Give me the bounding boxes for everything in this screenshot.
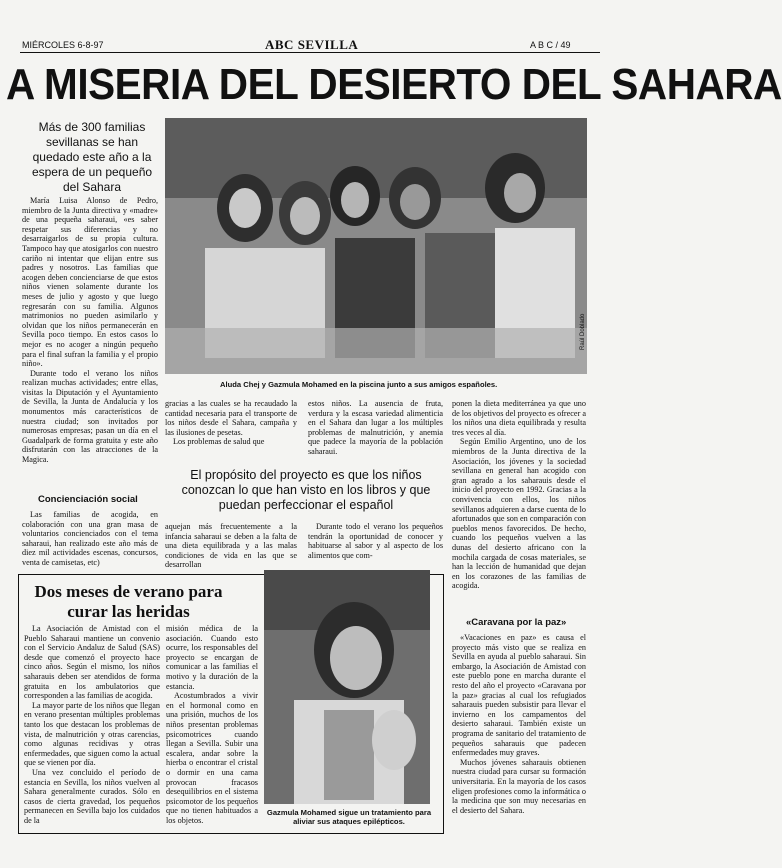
box-para-3: Una vez concluido el período de estancia en Sevilla, los niños vuelven al Sahara generalmente curados. Sólo en casos de cierta gravedad, los pequeños permanecen en Sevilla bajo los cuidados de la	[24, 767, 160, 825]
box-col2-para-2: Acostumbrados a vivir en el hormonal como en una prisión, muchos de los niños presentan problemas psicomotrices cuando llegan a Sevilla. Subir una escalera, andar sobre la hierba o encontrar el cristal o dormir en una cama provocan fracasos desequilibrios en el sistema psicomotor de los pequeños que no tienen habituados a los objetos.	[166, 691, 258, 825]
column-1-para-1: María Luisa Alonso de Pedro, miembro de la Junta directiva y «madre» de una pequeña saharaui, «es saber respetar sus diferencias y no desarraigarlos de su propia cultura. Tampoco hay que atosigarlos con nuestro cariño ni intentar que elijan entre sus padres y nosotros. Las familias que acogen deben concienciarse de que estos niños vienen solamente durante los meses de julio y agosto y que luego regresarán con su familia. Algunos matrimonios no pueden asimilarlo y olvidan que los niños permanecerán en Sevilla poco tiempo. En estos casos lo mejor es no acoger a ningún pequeño para el final sufran la familia y el propio niño».	[22, 196, 158, 369]
box-column-2	[166, 624, 258, 825]
column-4-para-3: «Vacaciones en paz» es causa el proyecto más visto que se realiza en Sevilla en ayuda al pueblo saharaui. Sin embargo, la Asociación de Amistad con este pueblo pone en marcha durante el resto del año el proyecto «Caravana por la paz» gracias al cual los refugiados saharauis pueden subsistir para llevar el invierno en los campamentos del desierto saharaui. También existe un programa de sanitario del tratamiento de pequeños saharauis que padecen enfermedades muy graves.	[452, 633, 586, 758]
photo-caption: Aluda Chej y Gazmula Mohamed en la piscina junto a sus amigos españoles.	[220, 380, 498, 389]
pull-quote: El propósito del proyecto es que los niños conozcan lo que han visto en los libros y que puedan perfeccionar el español	[181, 468, 431, 512]
column-4-para-4: Muchos jóvenes saharauis obtienen nuestra ciudad para cursar su formación universitaria. En la mayoría de los casos eligen profesiones como la informática o la medicina que son muy necesarias en el desierto del Sahara.	[452, 757, 586, 815]
page-number: A B C / 49	[530, 40, 571, 50]
box-col2-para-1: misión médica de la asociación. Cuando esto ocurre, los responsables del proyecto se encargan de comunicar a las familias el motivo y la duración de la estancia.	[166, 624, 258, 691]
box-para-2: La mayor parte de los niños que llegan en verano presentan múltiples problemas tanto los que destacan los problemas de vista, de malnutrición y otras carencias, como algunas recidivas y otras enfermedades, que siguen como la actual que se vienen por día.	[24, 700, 160, 768]
box-title: Dos meses de verano para curar las heridas	[34, 582, 223, 621]
column-1-text	[22, 196, 158, 465]
children-pool-image	[165, 118, 587, 374]
column-3-text: estos niños. La ausencia de fruta, verdura y la escasa variedad alimenticia en el Sahara dan lugar a los múltiples problemas de malnutrición, y anemia que padece la mayoría de la población saharaui.	[308, 399, 443, 456]
photo-credit: Raúl Doblado	[580, 313, 586, 350]
column-2-para-2: Los problemas de salud que	[173, 437, 265, 447]
children-pool-photo	[165, 118, 587, 374]
column-4-text-2	[452, 633, 586, 815]
column-2-text	[165, 399, 297, 447]
column-1-para-2: Durante todo el verano los niños realizan muchas actividades; entre ellas, visitas la Diputación y el Ayuntamiento de Sevilla, la Junta de Andalucía y los monumentos más característicos de nuestra ciudad; son invitados por numerosas empresas; pasan un día en el Guadalpark de forma gratuita y este año disfrutarán con las atracciones de la Magica.	[22, 368, 158, 465]
page-date: MIÉRCOLES 6-8-97	[22, 40, 104, 50]
deck: Más de 300 familias sevillanas se han quedado este año a la espera de un pequeño del Sahara	[31, 120, 153, 194]
column-2-para-1: gracias a las cuales se ha recaudado la cantidad necesaria para el transporte de los niños desde el Sahara, campaña y las ilusiones de pesetas.	[165, 399, 297, 437]
girl-treatment-photo	[264, 570, 430, 804]
box-column-1	[24, 624, 160, 825]
column-1-text-2: Las familias de acogida, en colaboración con una gran masa de voluntarios concienciados con el tema saharaui, han realizado este año más de diez mil actividades escenas, concursos, venta de camisetas, etc)	[22, 510, 158, 567]
header-rule	[20, 52, 600, 53]
column-3-bottom-text: Durante todo el verano los pequeños tendrán la oportunidad de conocer y habituarse al sabor y al aspecto de los alimentos que com-	[308, 522, 443, 560]
box-para-1: La Asociación de Amistad con el Pueblo Saharaui mantiene un convenio con el Servicio Andaluz de Salud (SAS) desde que comenzó el proyecto hace cinco años. Según el mismo, los niños saharauis deben ser atendidos de forma gratuita en los ambulatorios que corresponden a las familias de acogida.	[24, 624, 160, 701]
column-4-text	[452, 399, 586, 591]
subhead-caravana: «Caravana por la paz»	[466, 617, 567, 628]
column-2-bottom-text: aquejan más frecuentemente a la infancia saharaui se deben a la falta de una dieta equilibrada y a las malas condiciones de vida en las que se desarrollan	[165, 522, 297, 570]
subhead-concienciacion: Concienciación social	[38, 494, 138, 505]
box-photo-caption: Gazmula Mohamed sigue un tratamiento para aliviar sus ataques epilépticos.	[266, 808, 432, 826]
section-title: ABC SEVILLA	[265, 37, 359, 52]
column-4-para-2: Según Emilio Argentino, uno de los miembros de la Junta directiva de la Asociación, los jóvenes y la sociedad sevillana en general han acogido con gran agrado a los saharauis desde el inicio del proyecto en 1992. Gracias a la convivencia con ellos, los niños sevillanos adquieren a darse cuenta de lo afortunados que son en comparación con pueblos menos favorecidos. De hecho, cuando los pequeños vuelven a las dunas del desierto africano con la mochila cargada de cosas materiales, se han la lección de humanidad que dejan en los corazones de las familias de acogida.	[452, 437, 586, 591]
headline: A MISERIA DEL DESIERTO DEL SAHARA	[6, 60, 782, 109]
girl-treatment-image	[264, 570, 430, 804]
column-4-para-1: ponen la dieta mediterránea ya que uno de los objetivos del proyecto es ofrecer a los niños una dieta equilibrada y resulta tres veces al día.	[452, 399, 586, 437]
